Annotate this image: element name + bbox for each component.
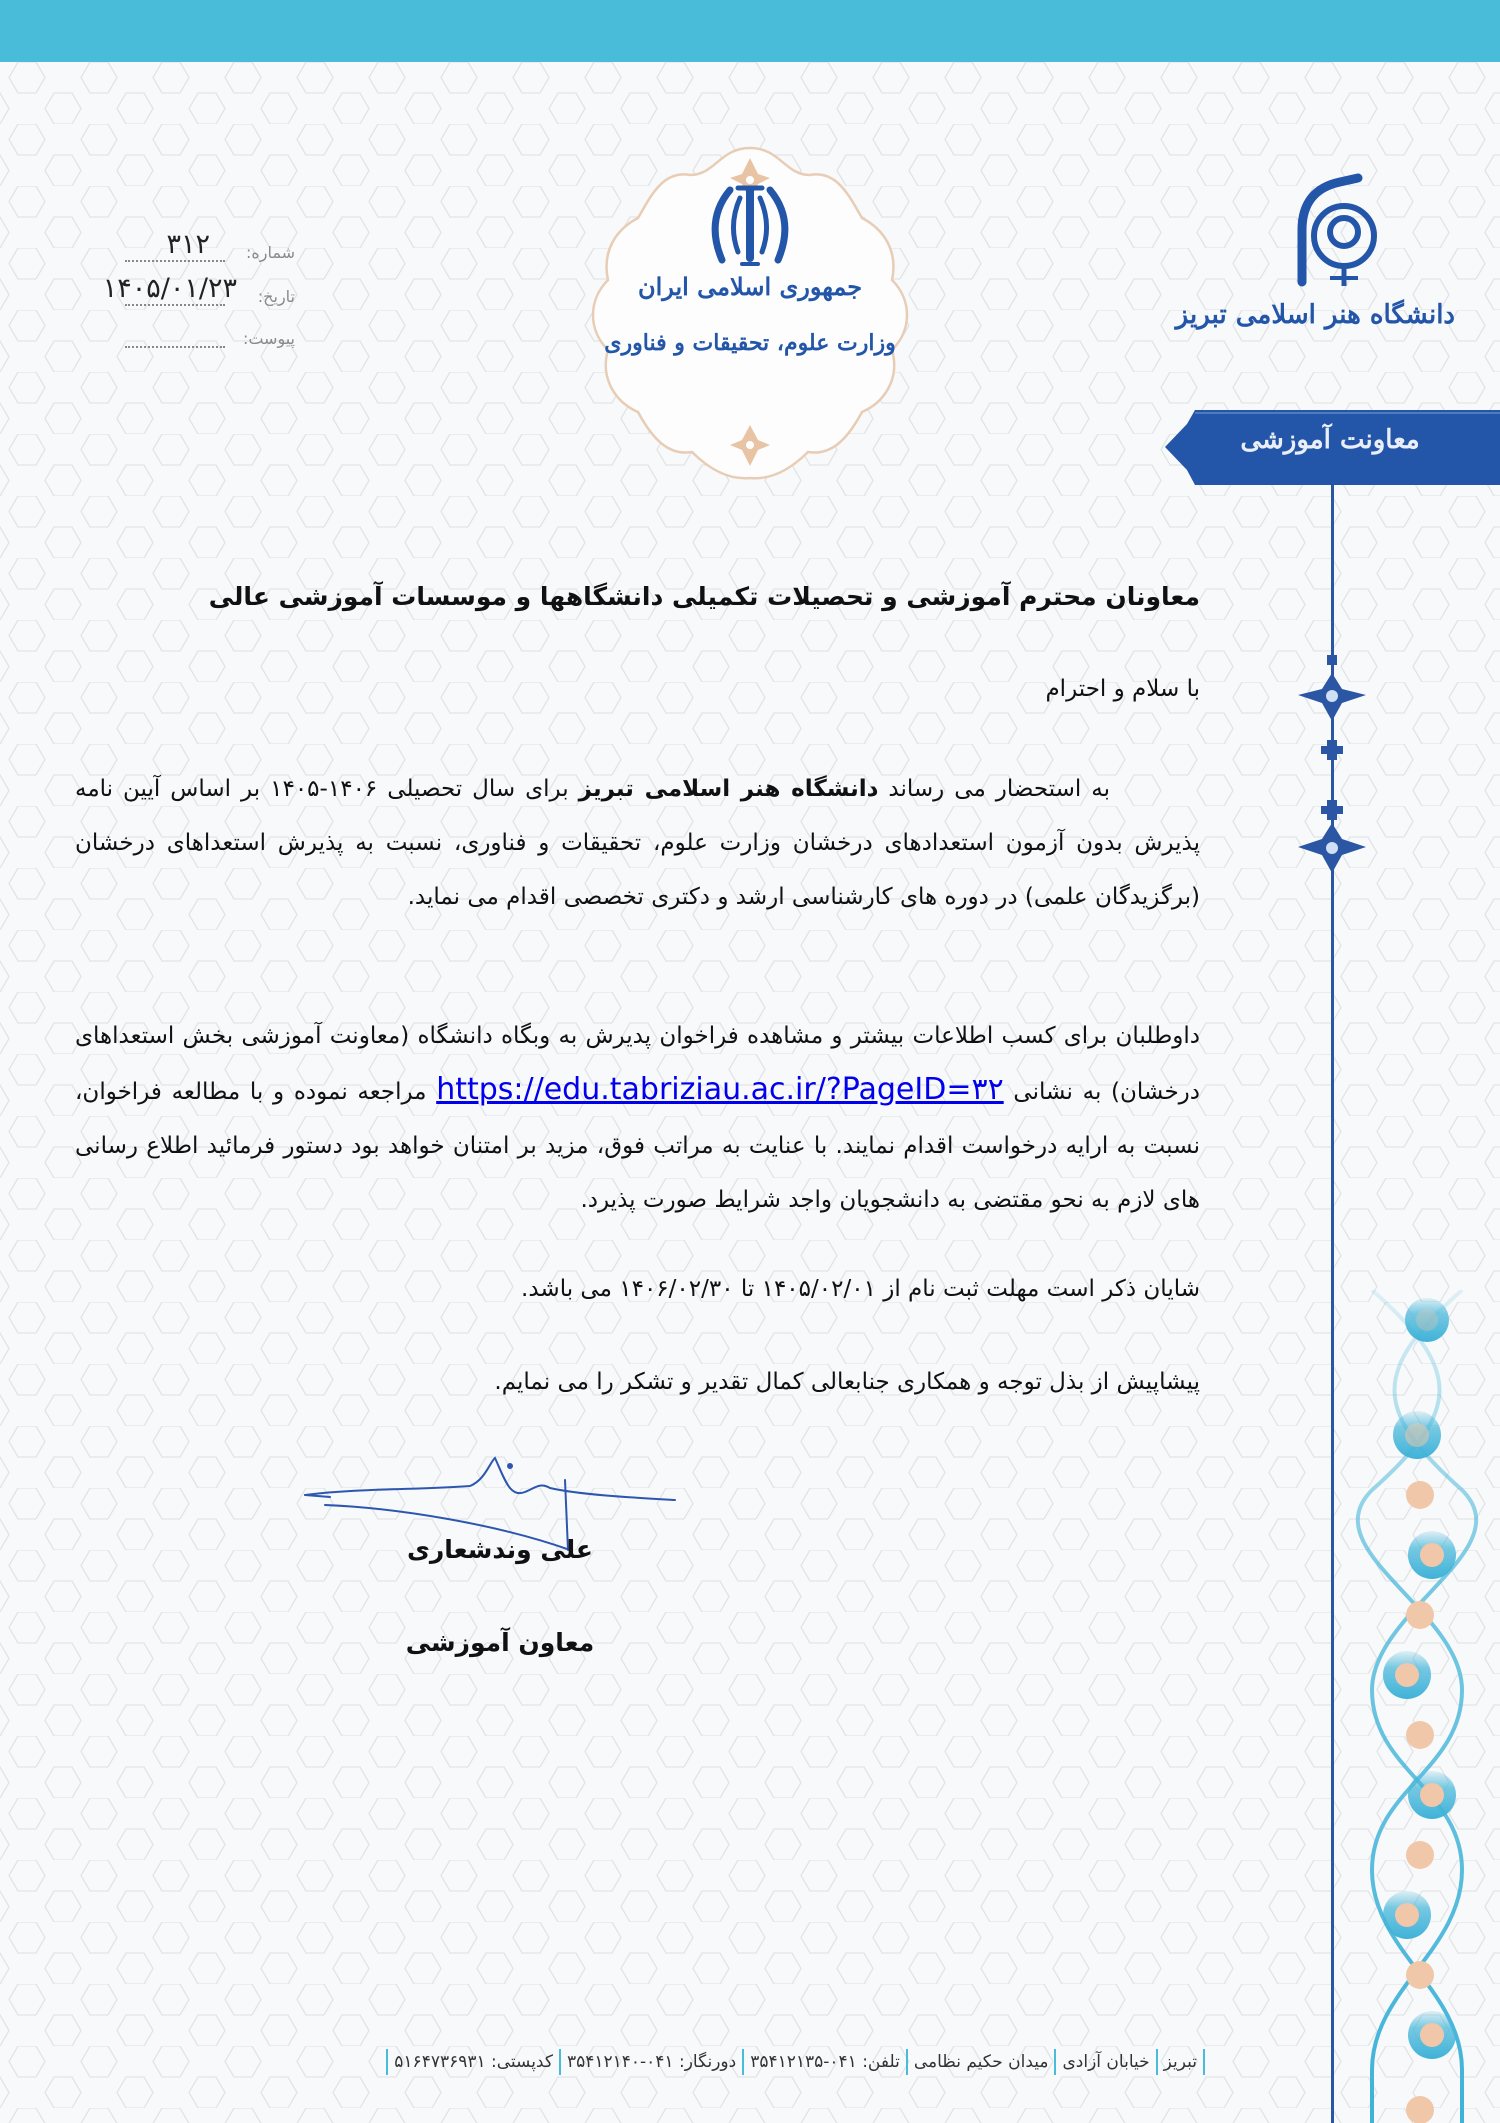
ministry-line2: وزارت علوم، تحقیقات و فناوری bbox=[604, 330, 896, 356]
footer-square: میدان حکیم نظامی bbox=[913, 2052, 1049, 2072]
footer-separator bbox=[386, 2049, 388, 2075]
reference-number-row bbox=[80, 228, 295, 268]
paragraph-3-deadline: شایان ذکر است مهلت ثبت نام از ۱۴۰۵/۰۲/۰۱ تا ۱۴۰۶/۰۲/۳۰ می باشد. bbox=[521, 1276, 1200, 1302]
footer-contact bbox=[125, 2046, 1205, 2078]
university-name-bold: دانشگاه هنر اسلامی تبریز bbox=[578, 776, 879, 802]
paragraph-2 bbox=[75, 1009, 1200, 1227]
footer-street: خیابان آزادی bbox=[1062, 2052, 1150, 2072]
footer-separator bbox=[906, 2049, 908, 2075]
department-banner-label: معاونت آموزشی bbox=[1240, 425, 1420, 455]
signatory-name: علی وندشعاری bbox=[406, 1535, 594, 1564]
university-logo-icon bbox=[1270, 170, 1400, 290]
top-color-bar bbox=[0, 0, 1500, 62]
greeting: با سلام و احترام bbox=[1045, 676, 1200, 702]
recipient-heading: معاونان محترم آموزشی و تحصیلات تکمیلی دانشگاهها و موسسات آموزشی عالی bbox=[208, 582, 1200, 611]
ministry-emblem-frame bbox=[580, 140, 920, 485]
footer-separator bbox=[1203, 2049, 1205, 2075]
footer-separator bbox=[742, 2049, 744, 2075]
ministry-line1: جمهوری اسلامی ایران bbox=[637, 272, 863, 301]
number-value: ۳۱۲ bbox=[166, 229, 210, 260]
reference-date-row bbox=[80, 272, 295, 312]
paragraph-2-intro: داوطلبان برای کسب اطلاعات بیشتر و مشاهده فراخوان پدیرش به وبگاه دانشگاه (معاونت آموزشی بخش استعداهای درخشان) به نشانی bbox=[75, 1023, 1201, 1105]
attachment-label: پیوست: bbox=[242, 329, 295, 348]
date-label: تاریخ: bbox=[257, 287, 295, 306]
number-dotted-line bbox=[125, 260, 225, 262]
attachment-dotted-line bbox=[125, 346, 225, 348]
reference-attachment-row bbox=[80, 314, 295, 354]
date-value: ۱۴۰۵/۰۱/۲۳ bbox=[102, 273, 237, 304]
footer-city: تبریز bbox=[1163, 2052, 1197, 2072]
footer-separator bbox=[559, 2049, 561, 2075]
date-dotted-line bbox=[125, 304, 225, 306]
number-label: شماره: bbox=[245, 243, 295, 262]
footer-fax: دورنگار: ۰۴۱-۳۵۴۱۲۱۴۰ bbox=[566, 2052, 737, 2072]
paragraph-1 bbox=[75, 762, 1200, 924]
paragraph-2-body: مراجعه نموده و با مطالعه فراخوان، نسبت به ارایه درخواست اقدام نمایند. با عنایت به مراتب فوق، مزید بر امتنان خواهد بود دستور فرمائید اطلاع رسانی های لازم به نحو مقتضی به دانشجویان واجد شرایط صورت پذیرد. bbox=[75, 1079, 1200, 1213]
floral-vine-border-icon bbox=[1352, 1290, 1492, 2123]
footer-postal-code: کدپستی: ۵۱۶۴۷۳۶۹۳۱ bbox=[394, 2052, 553, 2072]
university-name: دانشگاه هنر اسلامی تبریز bbox=[1175, 300, 1455, 330]
paragraph-1-body: برای سال تحصیلی ۱۴۰۶-۱۴۰۵ بر اساس آیین نامه پذیرش بدون آزمون استعدادهای درخشان وزارت علوم، تحقیقات و فناوری، نسبت به پذیرش استعداهای درخشان (برگزیدگان علمی) در دوره های کارشناسی ارشد و دکتری تخصصی اقدام می نماید. bbox=[75, 776, 1200, 910]
footer-separator bbox=[1156, 2049, 1158, 2075]
rule-ornaments-icon bbox=[1296, 655, 1371, 875]
paragraph-4-thanks: پیشاپیش از بذل توجه و همکاری جنابعالی کمال تقدیر و تشکر را می نمایم. bbox=[494, 1369, 1200, 1395]
admission-call-link[interactable]: https://edu.tabriziau.ac.ir/?PageID=۳۲ bbox=[436, 1072, 1004, 1107]
paragraph-1-intro: به استحضار می رساند bbox=[878, 776, 1111, 802]
signatory-title: معاون آموزشی bbox=[405, 1628, 595, 1657]
reference-block bbox=[80, 228, 295, 358]
footer-separator bbox=[1054, 2049, 1056, 2075]
footer-phone: تلفن: ۰۴۱-۳۵۴۱۲۱۳۵ bbox=[750, 2052, 900, 2072]
